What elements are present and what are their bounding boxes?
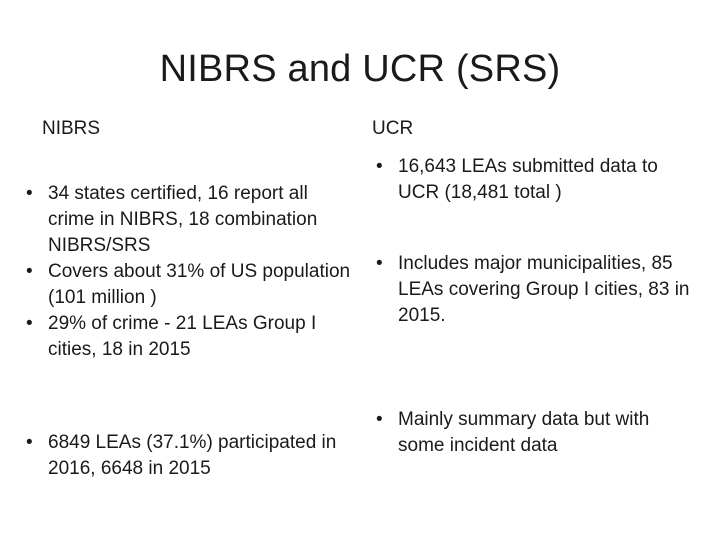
list-item	[350, 407, 690, 459]
bullet-icon: •	[26, 313, 33, 334]
list-item	[0, 311, 352, 363]
bullet-text: 16,643 LEAs submitted data to UCR (18,481 total )	[398, 156, 658, 203]
bullet-text: 6849 LEAs (37.1%) participated in 2016, 6648 in 2015	[48, 432, 337, 479]
bullet-text: Includes major municipalities, 85 LEAs covering Group I cities, 83 in 2015.	[398, 253, 690, 326]
ucr-bullet-list	[350, 407, 690, 459]
nibrs-participation-list	[0, 430, 352, 482]
bullet-icon: •	[26, 183, 33, 204]
bullet-text: 34 states certified, 16 report all crime in NIBRS, 18 combination NIBRS/SRS	[48, 183, 318, 256]
bullet-icon: •	[26, 261, 33, 282]
list-item	[0, 259, 352, 311]
bullet-icon: •	[26, 432, 33, 453]
nibrs-column-heading: NIBRS	[42, 118, 101, 139]
nibrs-bullet-list	[0, 181, 352, 363]
bullet-icon: •	[376, 156, 383, 177]
slide-title: NIBRS and UCR (SRS)	[159, 48, 561, 90]
bullet-icon: •	[376, 253, 383, 274]
ucr-column-heading: UCR	[372, 118, 414, 139]
list-item	[0, 430, 352, 482]
bullet-text: 29% of crime - 21 LEAs Group I cities, 18 in 2015	[48, 313, 317, 360]
ucr-bullet-list	[350, 251, 690, 329]
bullet-text: Mainly summary data but with some incident data	[398, 409, 650, 456]
ucr-bullet-list	[350, 154, 690, 206]
bullet-text: Covers about 31% of US population (101 million )	[48, 261, 351, 308]
list-item	[0, 181, 352, 259]
list-item	[350, 251, 690, 329]
list-item	[350, 154, 690, 206]
bullet-icon: •	[376, 409, 383, 430]
